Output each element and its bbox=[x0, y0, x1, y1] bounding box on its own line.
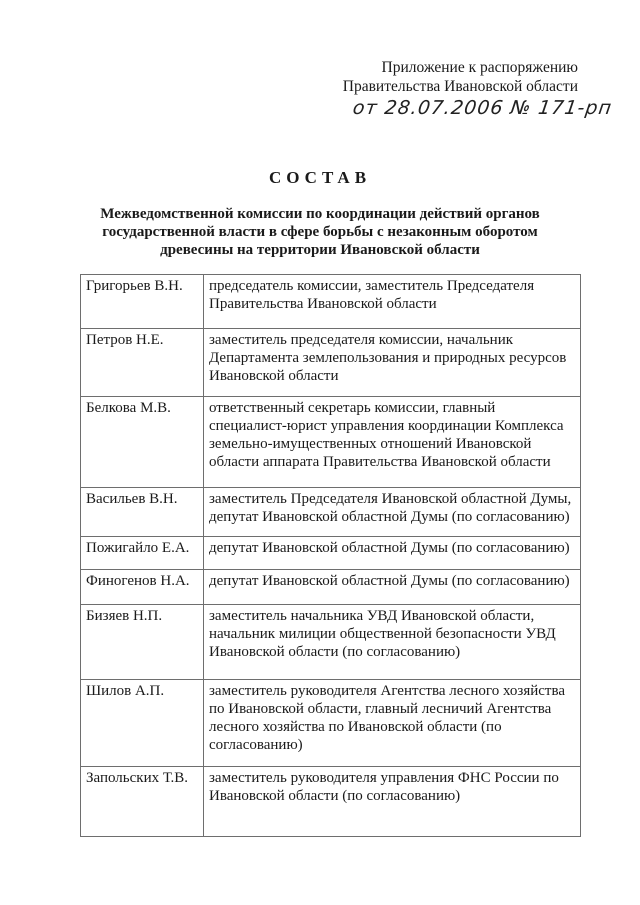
document-subtitle: Межведомственной комиссии по координации действий органов государственной власти в сфере борьбы с незаконным оборотом древесины на территории Ивановской области bbox=[100, 206, 540, 258]
member-role: заместитель начальника УВД Ивановской области, начальник милиции общественной безопасности УВД Ивановской области (по согласованию) bbox=[204, 605, 581, 680]
header-line-1: Приложение к распоряжению bbox=[381, 59, 578, 76]
table-row bbox=[81, 605, 581, 680]
table-row bbox=[81, 537, 581, 570]
member-role: депутат Ивановской областной Думы (по согласованию) bbox=[204, 537, 581, 570]
table-row bbox=[81, 680, 581, 767]
document-title: СОСТАВ bbox=[268, 168, 372, 187]
members-table bbox=[80, 274, 581, 837]
member-name: Бизяев Н.П. bbox=[81, 605, 204, 680]
member-name: Петров Н.Е. bbox=[81, 329, 204, 397]
member-role: депутат Ивановской областной Думы (по согласованию) bbox=[204, 570, 581, 605]
member-name: Шилов А.П. bbox=[81, 680, 204, 767]
table-row bbox=[81, 397, 581, 488]
table-row bbox=[81, 570, 581, 605]
table-row bbox=[81, 767, 581, 837]
table-row bbox=[81, 275, 581, 329]
member-name: Белкова М.В. bbox=[81, 397, 204, 488]
member-role: заместитель руководителя управления ФНС России по Ивановской области (по согласованию) bbox=[204, 767, 581, 837]
member-role: заместитель руководителя Агентства лесного хозяйства по Ивановской области, главный лесничий Агентства лесного хозяйства по Ивановской области (по согласованию) bbox=[204, 680, 581, 767]
member-role: ответственный секретарь комиссии, главный специалист-юрист управления координации Комплекса земельно-имущественных отношений Ивановской области аппарата Правительства Ивановской области bbox=[204, 397, 581, 488]
member-name: Пожигайло Е.А. bbox=[81, 537, 204, 570]
member-name: Финогенов Н.А. bbox=[81, 570, 204, 605]
document-header bbox=[343, 58, 578, 96]
member-role: заместитель председателя комиссии, начальник Департамента землепользования и природных ресурсов Ивановской области bbox=[204, 329, 581, 397]
member-name: Запольских Т.В. bbox=[81, 767, 204, 837]
member-role: председатель комиссии, заместитель Председателя Правительства Ивановской области bbox=[204, 275, 581, 329]
table-row bbox=[81, 329, 581, 397]
member-role: заместитель Председателя Ивановской областной Думы, депутат Ивановской областной Думы (по согласованию) bbox=[204, 488, 581, 537]
table-row bbox=[81, 488, 581, 537]
member-name: Васильев В.Н. bbox=[81, 488, 204, 537]
member-name: Григорьев В.Н. bbox=[81, 275, 204, 329]
handwritten-date-number: от 28.07.2006 № 171-рп bbox=[351, 97, 614, 119]
header-line-2: Правительства Ивановской области bbox=[342, 78, 578, 95]
